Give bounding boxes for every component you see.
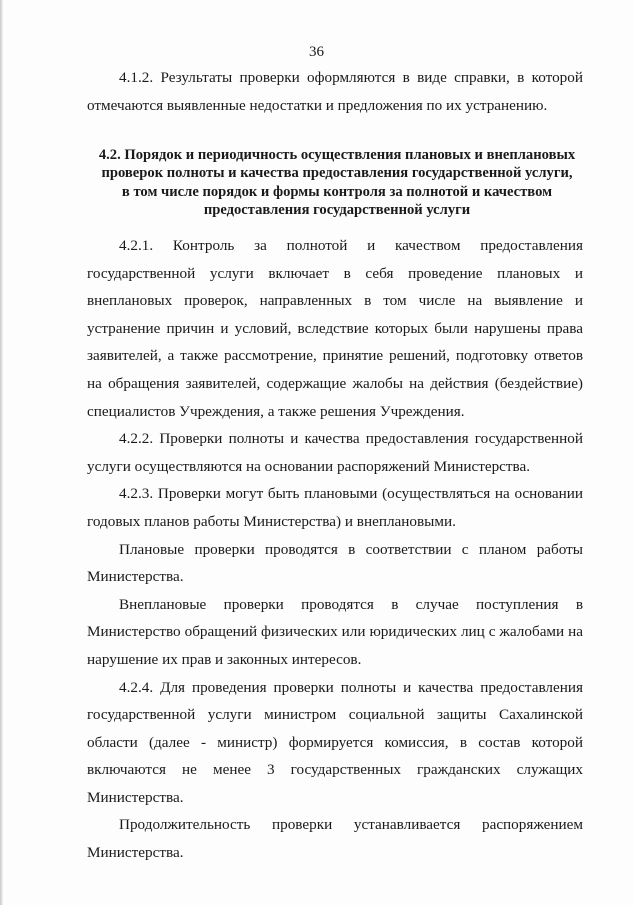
paragraph-planned-checks: Плановые проверки проводятся в соответствии с планом работы Министерства. bbox=[87, 540, 583, 586]
paragraph-unplanned-checks: Внеплановые проверки проводятся в случае поступления в Министерство обращений физических или юридических лиц с жалобами на нарушение их прав и законных интересов. bbox=[87, 595, 583, 668]
paragraph-4-2-1: 4.2.1. Контроль за полнотой и качеством предоставления государственной услуги включает в себя проведение плановых и внеплановых проверок, направленных в том числе на выявление и устранение причин и условий, вследствие которых были нарушены права заявителей, а также рассмотрение, принятие решений, подготовку ответов на обращения заявителей, содержащие жалобы на действия (бездействие) специалистов Учреждения, а также решения Учреждения. bbox=[87, 237, 583, 420]
section-4-2-body bbox=[87, 232, 583, 867]
paragraph-check-duration: Продолжительность проверки устанавливается распоряжением Министерства. bbox=[87, 816, 583, 862]
paragraph-4-2-4: 4.2.4. Для проведения проверки полноты и качества предоставления государственной услуги министром социальной защиты Сахалинской области (далее - министр) формируется комиссия, в состав которой включаются не менее 3 государственных гражданских служащих Министерства. bbox=[87, 678, 583, 806]
paragraph-4-2-2: 4.2.2. Проверки полноты и качества предоставления государственной услуги осуществляются на основании распоряжений Министерства. bbox=[87, 430, 583, 475]
paragraph-4-1-2: 4.1.2. Результаты проверки оформляются в виде справки, в которой отмечаются выявленные недостатки и предложения по их устранению. bbox=[87, 69, 583, 114]
paragraph-4-2-3: 4.2.3. Проверки могут быть плановыми (осуществляться на основании годовых планов работы Министерства) и внеплановыми. bbox=[87, 485, 583, 530]
scan-edge bbox=[0, 0, 3, 905]
section-4-1-2 bbox=[87, 64, 583, 119]
page-number: 36 bbox=[309, 44, 324, 60]
section-heading-4-2: 4.2. Порядок и периодичность осуществления плановых и внеплановых проверок полноты и качества предоставления государственной услуги, в том числе порядок и формы контроля за полнотой и качеством предоставления государственной услуги bbox=[98, 147, 576, 218]
